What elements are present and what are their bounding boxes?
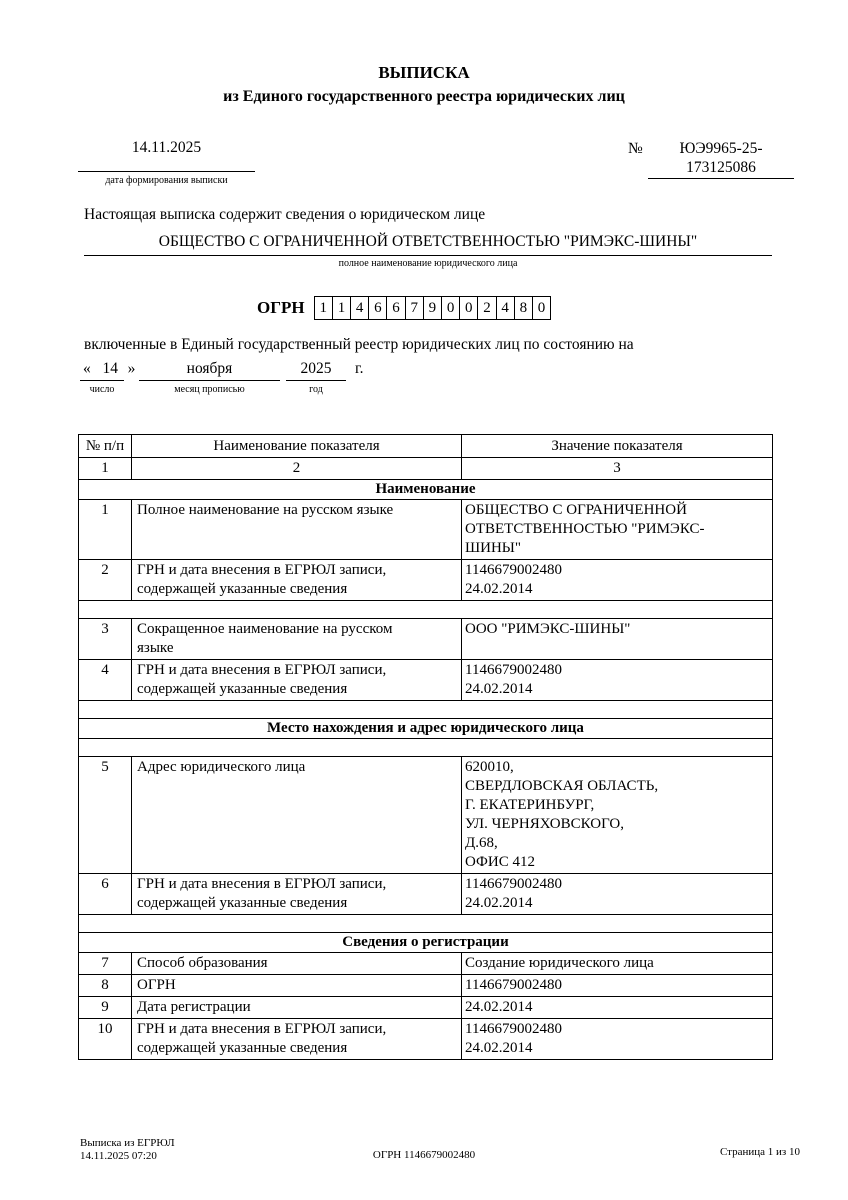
as-of-month: ноября <box>139 360 280 381</box>
header-cell-num: № п/п <box>79 435 132 458</box>
company-name-caption: полное наименование юридического лица <box>338 258 518 269</box>
company-name: ОБЩЕСТВО С ОГРАНИЧЕННОЙ ОТВЕТСТВЕННОСТЬЮ "РИМЭКС-ШИНЫ" <box>84 233 772 256</box>
indicator-value: 1146679002480 24.02.2014 <box>462 1019 773 1060</box>
ogrn-digit-box: 6 <box>368 296 387 320</box>
extract-number-line2: 173125086 <box>686 159 756 176</box>
formation-date-block <box>78 139 255 186</box>
extract-number-block <box>628 139 794 179</box>
as-of-date-row <box>80 360 363 395</box>
year-suffix-item <box>355 360 363 381</box>
extract-number-line1: ЮЭ9965-25- <box>679 140 763 157</box>
ogrn-digit-box: 1 <box>332 296 351 320</box>
footer-page-number: Страница 1 из 10 <box>719 1146 800 1158</box>
header-cell-name: Наименование показателя <box>132 435 462 458</box>
indicator-name: ОГРН <box>132 975 462 997</box>
table-row <box>79 560 773 601</box>
ogrn-digit-box: 1 <box>314 296 333 320</box>
indicator-value: ОБЩЕСТВО С ОГРАНИЧЕННОЙ ОТВЕТСТВЕННОСТЬЮ "РИМЭКС- ШИНЫ" <box>462 500 773 560</box>
close-quote: » <box>127 360 136 377</box>
spacer-cell <box>79 601 773 619</box>
included-text: включенные в Единый государственный реестр юридических лиц по состоянию на <box>84 336 634 353</box>
indicator-value: 1146679002480 24.02.2014 <box>462 560 773 601</box>
indicator-name: Дата регистрации <box>132 997 462 1019</box>
spacer-cell <box>79 701 773 719</box>
indicator-name: ГРН и дата внесения в ЕГРЮЛ записи, содержащей указанные сведения <box>132 660 462 701</box>
indicator-name: Способ образования <box>132 953 462 975</box>
as-of-day: 14 <box>102 360 118 377</box>
row-number: 4 <box>79 660 132 701</box>
as-of-month-field <box>139 360 280 395</box>
indicator-value: 24.02.2014 <box>462 997 773 1019</box>
spacer-row <box>79 915 773 933</box>
table-row <box>79 660 773 701</box>
row-number: 3 <box>79 619 132 660</box>
indicator-value: 1146679002480 24.02.2014 <box>462 874 773 915</box>
row-number: 1 <box>79 500 132 560</box>
row-number: 6 <box>79 874 132 915</box>
col-number-2: 2 <box>132 458 462 480</box>
indicator-name: Сокращенное наименование на русском языке <box>132 619 462 660</box>
spacer-row <box>79 701 773 719</box>
table-row <box>79 1019 773 1060</box>
footer-ogrn: ОГРН 1146679002480 <box>372 1149 476 1161</box>
ogrn-boxes <box>314 296 551 320</box>
indicator-value: 1146679002480 <box>462 975 773 997</box>
indicator-value: ООО "РИМЭКС-ШИНЫ" <box>462 619 773 660</box>
indicator-value: 1146679002480 24.02.2014 <box>462 660 773 701</box>
indicator-name: Адрес юридического лица <box>132 757 462 874</box>
extract-number <box>648 139 794 179</box>
indicators-table <box>78 434 773 1060</box>
spacer-row <box>79 601 773 619</box>
formation-date-caption: дата формирования выписки <box>105 175 228 186</box>
month-caption: месяц прописью <box>174 384 245 395</box>
section-title: Наименование <box>79 480 773 500</box>
footer-datetime: 14.11.2025 07:20 <box>80 1150 157 1162</box>
table-body <box>79 435 773 1060</box>
row-number: 5 <box>79 757 132 874</box>
row-number: 2 <box>79 560 132 601</box>
as-of-year: 2025 <box>286 360 346 381</box>
ogrn-digit-box: 4 <box>496 296 515 320</box>
table-row <box>79 953 773 975</box>
ogrn-label: ОГРН <box>257 298 305 317</box>
indicator-value: 620010, СВЕРДЛОВСКАЯ ОБЛАСТЬ, Г. ЕКАТЕРИНБУРГ, УЛ. ЧЕРНЯХОВСКОГО, Д.68, ОФИС 412 <box>462 757 773 874</box>
table-row <box>79 997 773 1019</box>
day-caption: число <box>89 384 115 395</box>
indicator-name: ГРН и дата внесения в ЕГРЮЛ записи, содержащей указанные сведения <box>132 1019 462 1060</box>
row-number: 8 <box>79 975 132 997</box>
ogrn-row <box>257 296 551 320</box>
document-title: ВЫПИСКА <box>378 63 470 82</box>
as-of-day-value <box>80 360 124 381</box>
table-header-row <box>79 435 773 458</box>
table-row <box>79 975 773 997</box>
ogrn-digit-box: 0 <box>532 296 551 320</box>
as-of-day-field <box>80 360 124 395</box>
spacer-cell <box>79 739 773 757</box>
close-quote-item <box>124 360 139 381</box>
number-sign: № <box>628 140 643 157</box>
ogrn-digit-box: 8 <box>514 296 533 320</box>
col-number-1: 1 <box>79 458 132 480</box>
indicator-name: ГРН и дата внесения в ЕГРЮЛ записи, содержащей указанные сведения <box>132 874 462 915</box>
row-number: 9 <box>79 997 132 1019</box>
spacer-row <box>79 739 773 757</box>
section-row <box>79 480 773 500</box>
table-row <box>79 619 773 660</box>
ogrn-digit-box: 0 <box>459 296 478 320</box>
as-of-year-field <box>286 360 346 395</box>
indicator-value: Создание юридического лица <box>462 953 773 975</box>
header-cell-value: Значение показателя <box>462 435 773 458</box>
company-name-block <box>84 233 772 269</box>
table-row <box>79 874 773 915</box>
year-suffix: г. <box>355 360 364 377</box>
indicator-name: ГРН и дата внесения в ЕГРЮЛ записи, содержащей указанные сведения <box>132 560 462 601</box>
ogrn-digit-box: 6 <box>386 296 405 320</box>
column-numbers-row <box>79 458 773 480</box>
indicator-name: Полное наименование на русском языке <box>132 500 462 560</box>
table-row <box>79 500 773 560</box>
col-number-3: 3 <box>462 458 773 480</box>
footer-doc-type: Выписка из ЕГРЮЛ <box>80 1137 175 1149</box>
row-number: 7 <box>79 953 132 975</box>
document-subtitle: из Единого государственного реестра юридических лиц <box>223 88 625 105</box>
ogrn-digit-box: 2 <box>477 296 496 320</box>
row-number: 10 <box>79 1019 132 1060</box>
spacer-cell <box>79 915 773 933</box>
section-title: Место нахождения и адрес юридического лица <box>79 719 773 739</box>
section-title: Сведения о регистрации <box>79 933 773 953</box>
ogrn-digit-box: 0 <box>441 296 460 320</box>
ogrn-digit-box: 9 <box>423 296 442 320</box>
ogrn-digit-box: 7 <box>405 296 424 320</box>
open-quote: « <box>83 360 91 377</box>
ogrn-digit-box: 4 <box>350 296 369 320</box>
table-row <box>79 757 773 874</box>
section-row <box>79 933 773 953</box>
section-row <box>79 719 773 739</box>
formation-date: 14.11.2025 <box>78 139 255 172</box>
year-caption: год <box>309 384 323 395</box>
lead-text: Настоящая выписка содержит сведения о юридическом лице <box>84 206 486 223</box>
